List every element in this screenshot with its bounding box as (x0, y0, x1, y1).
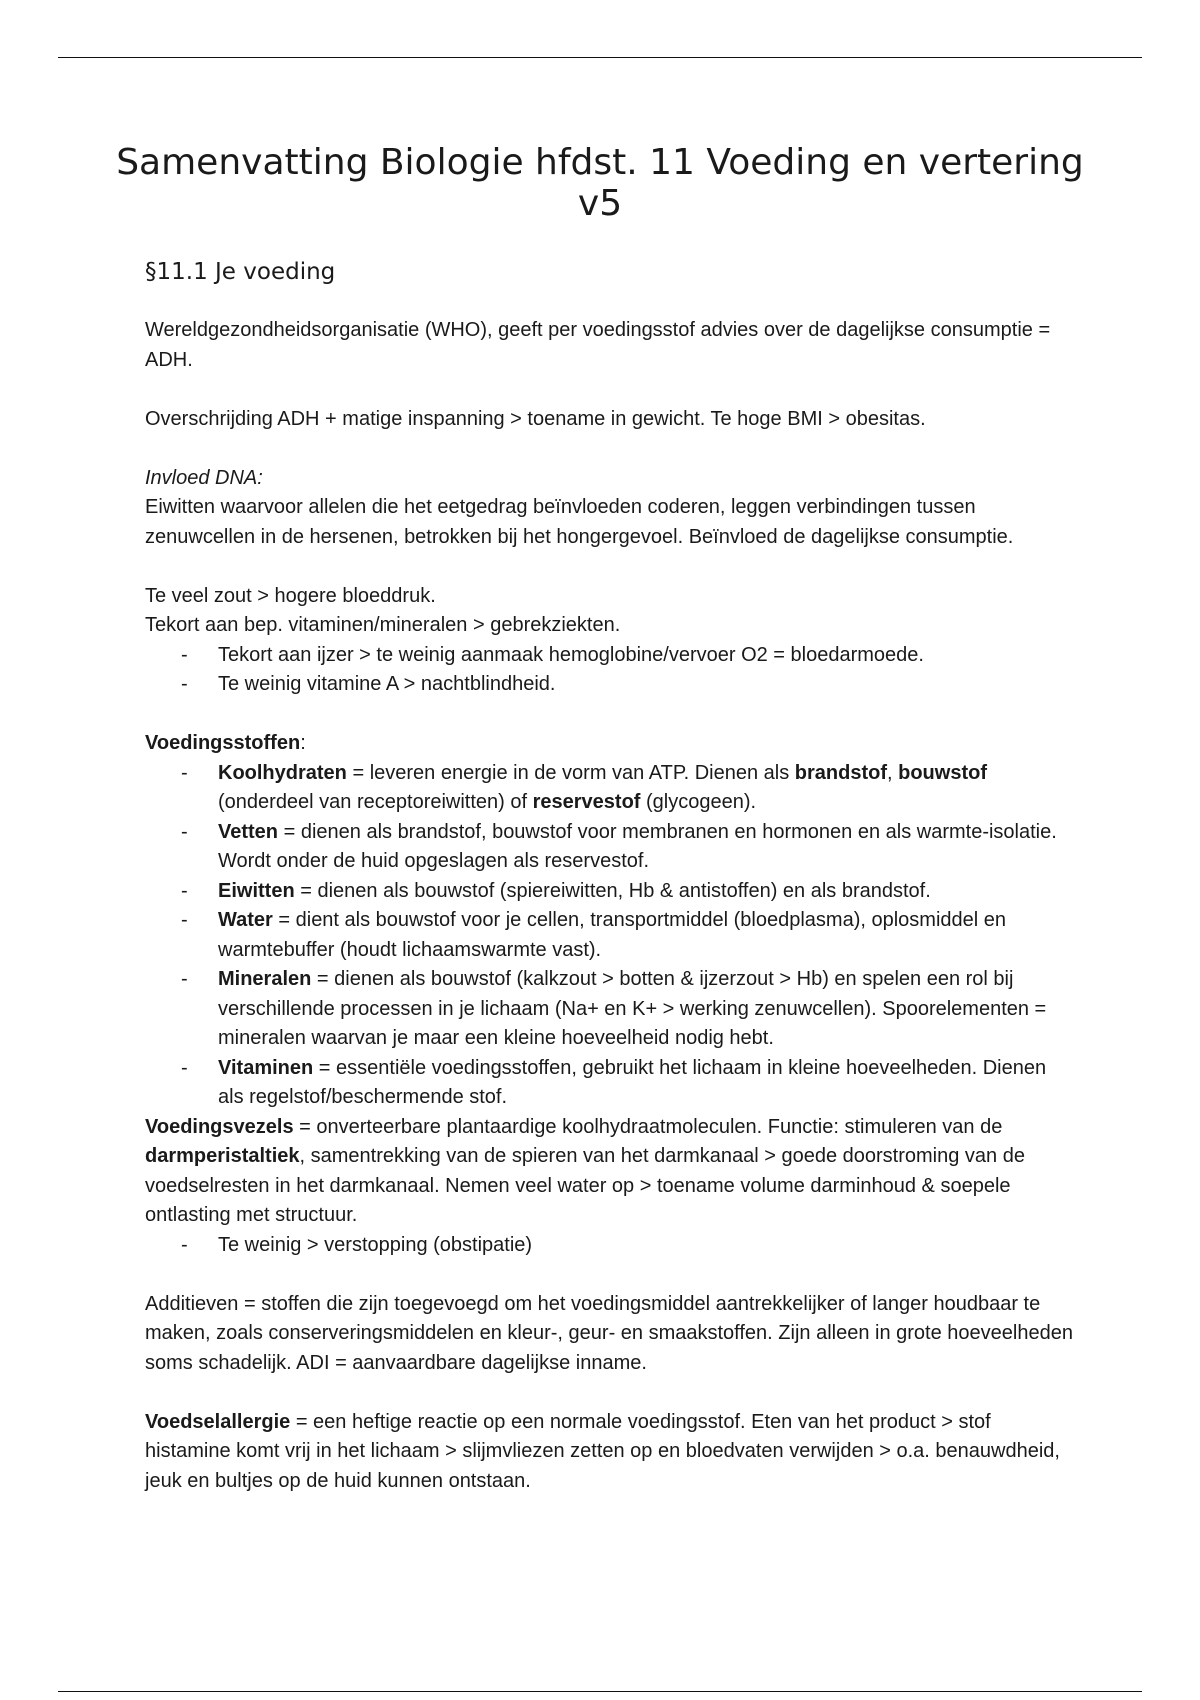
paragraph-who: Wereldgezondheidsorganisatie (WHO), geeft per voedingsstof advies over de dagelijkse consumptie = ADH. (145, 319, 1051, 371)
tekort-list (145, 641, 1075, 700)
voedingsstoffen-list (145, 759, 1075, 1113)
voedingsstoffen-heading: Voedingsstoffen: (145, 732, 306, 754)
vezels-list (145, 1231, 1075, 1261)
list-item-mineralen: - Mineralen = dienen als bouwstof (kalkzout > botten & ijzerzout > Hb) en spelen een rol bij verschillende processen in je lichaam (Na+ en K+ > werking zenuwcellen). Spoorelementen = mineralen waarvan je maar een kleine hoeveelheid nodig hebt. (218, 965, 1075, 1054)
list-item-koolhydraten: - Koolhydraten = leveren energie in de vorm van ATP. Dienen als brandstof, bouwstof (onderdeel van receptoreiwitten) of reservestof (glycogeen). (218, 759, 1075, 818)
paragraph-voedingsvezels: Voedingsvezels = onverteerbare plantaardige koolhydraatmoleculen. Functie: stimuleren van de darmperistaltiek, samentrekking van de spieren van het darmkanaal > goede doorstroming van de voedselresten in het darmkanaal. Nemen veel water op > toename volume darminhoud & soepele ontlasting met structuur. (145, 1115, 1025, 1226)
voedingsstoffen-label: Voedingsstoffen (145, 732, 301, 754)
paragraph-additieven: Additieven = stoffen die zijn toegevoegd om het voedingsmiddel aantrekkelijker of langer houdbaar te maken, zoals conserveringsmiddelen en kleur-, geur- en smaakstoffen. Zijn alleen in grote hoeveelheden soms schadelijk. ADI = aanvaardbare dagelijkse inname. (145, 1292, 1073, 1374)
paragraph-tekort: Tekort aan bep. vitaminen/mineralen > gebrekziekten. (145, 614, 621, 636)
list-item: - Tekort aan ijzer > te weinig aanmaak hemoglobine/vervoer O2 = bloedarmoede. (218, 641, 1075, 671)
list-item: - Te weinig vitamine A > nachtblindheid. (218, 670, 1075, 700)
list-item-vitaminen: - Vitaminen = essentiële voedingsstoffen, gebruikt het lichaam in kleine hoeveelheden. Dienen als regelstof/beschermende stof. (218, 1054, 1075, 1113)
list-item-vetten: - Vetten = dienen als brandstof, bouwstof voor membranen en hormonen en als warmte-isolatie. Wordt onder de huid opgeslagen als reservestof. (218, 818, 1075, 877)
document-body (145, 316, 1075, 1496)
paragraph-zout: Te veel zout > hogere bloeddruk. (145, 584, 436, 607)
list-item-eiwitten: - Eiwitten = dienen als bouwstof (spiereiwitten, Hb & antistoffen) en als brandstof. (218, 877, 1075, 907)
dna-label: Invloed DNA: (145, 466, 263, 489)
header-rule (58, 57, 1142, 58)
footer-rule (58, 1691, 1142, 1692)
list-item: - Te weinig > verstopping (obstipatie) (218, 1231, 1075, 1261)
paragraph-adh: Overschrijding ADH + matige inspanning > toename in gewicht. Te hoge BMI > obesitas. (145, 407, 926, 430)
paragraph-dna: Eiwitten waarvoor allelen die het eetgedrag beïnvloeden coderen, leggen verbindingen tussen zenuwcellen in de hersenen, betrokken bij het hongergevoel. Beïnvloed de dagelijkse consumptie. (145, 496, 1014, 548)
list-item-water: - Water = dient als bouwstof voor je cellen, transportmiddel (bloedplasma), oplosmiddel en warmtebuffer (houdt lichaamswarmte vast). (218, 906, 1075, 965)
page-title: Samenvatting Biologie hfdst. 11 Voeding en vertering v5 (116, 142, 1084, 224)
section-heading: §11.1 Je voeding (145, 259, 336, 285)
paragraph-voedselallergie: Voedselallergie = een heftige reactie op een normale voedingsstof. Eten van het product > stof histamine komt vrij in het lichaam > slijmvliezen zetten op en bloedvaten verwijden > o.a. benauwdheid, jeuk en bultjes op de huid kunnen ontstaan. (145, 1410, 1060, 1492)
